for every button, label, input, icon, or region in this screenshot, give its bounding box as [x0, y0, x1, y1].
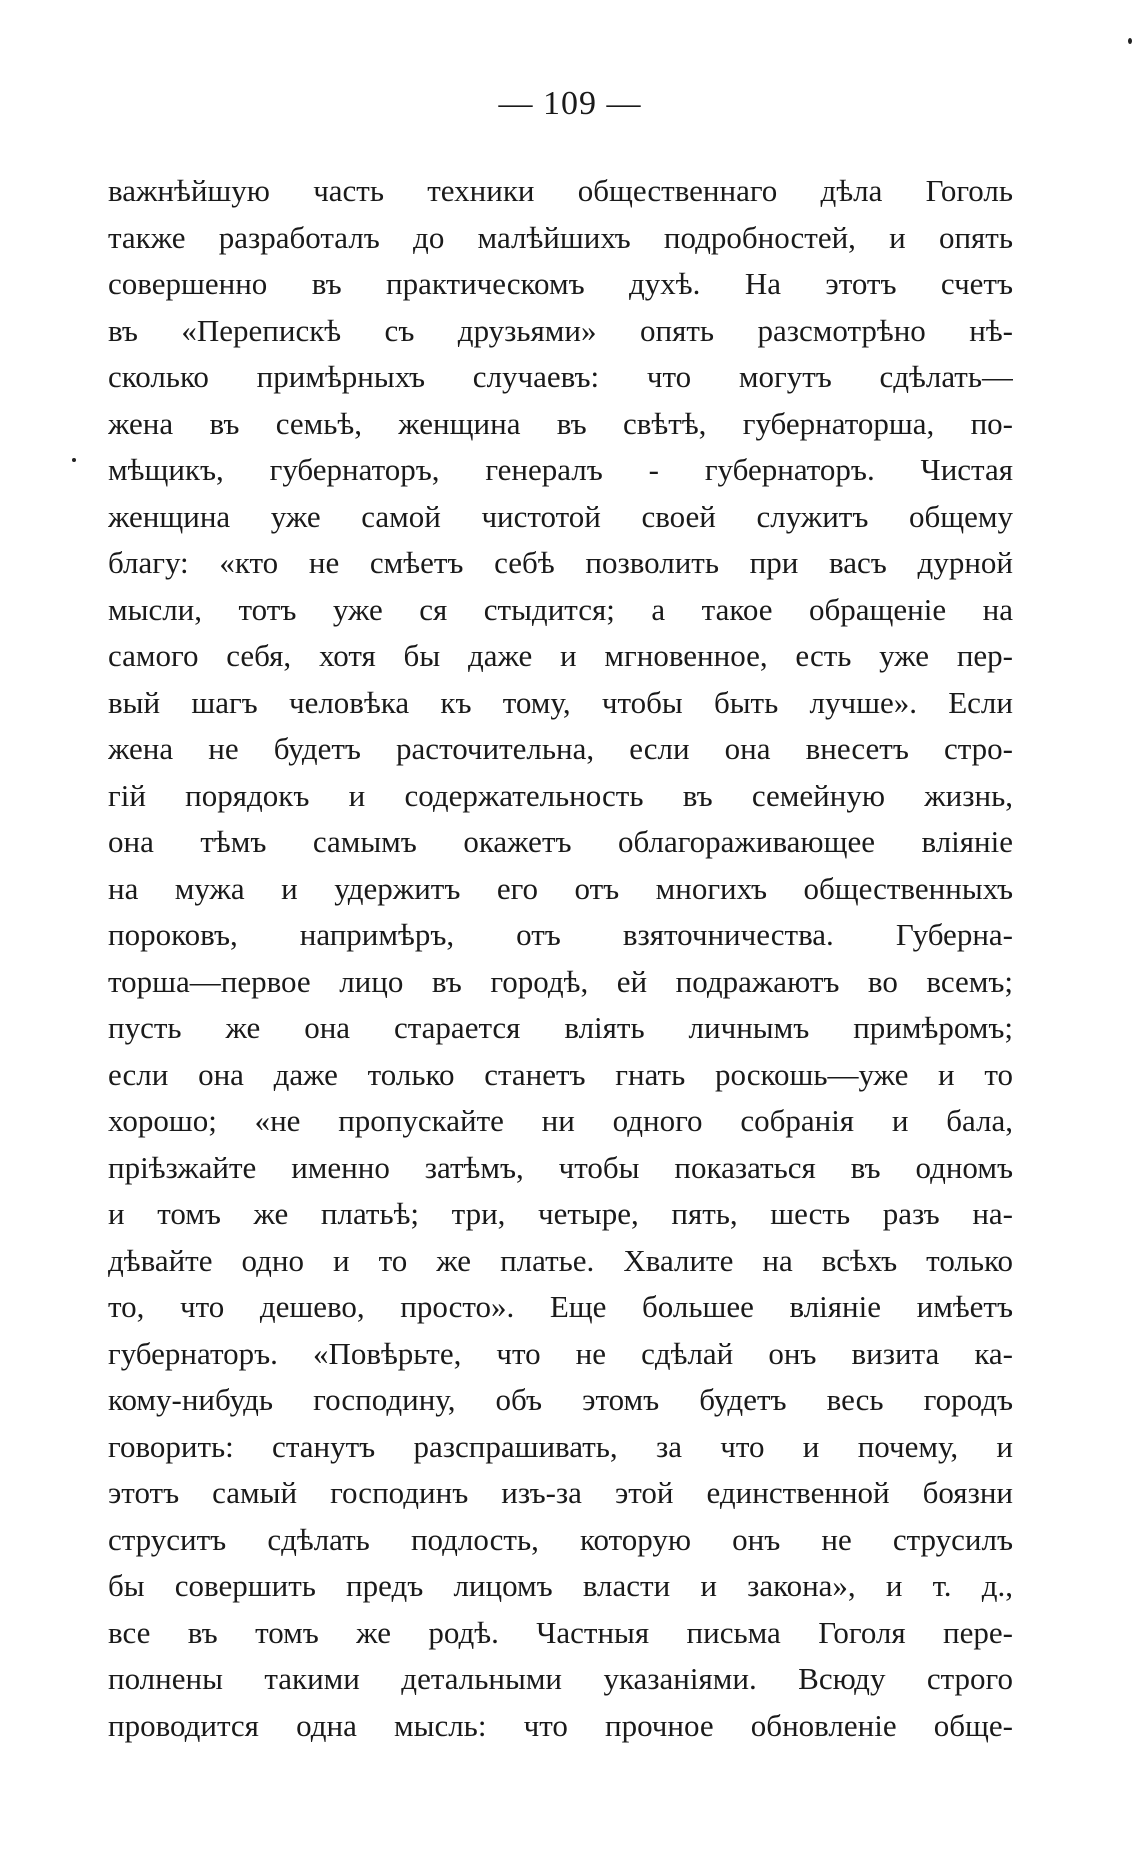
text-line: жена въ семьѣ, женщина въ свѣтѣ, губернаторша, по- [108, 405, 1013, 441]
text-line: бы совершить предъ лицомъ власти и закона», и т. д., [108, 1568, 1013, 1603]
text-line: кому-нибудь господину, объ этомъ будетъ весь городъ [108, 1382, 1013, 1417]
text-line: этотъ самый господинъ изъ-за этой единственной боязни [108, 1475, 1013, 1510]
text-line: на мужа и удержитъ его отъ многихъ общественныхъ [108, 870, 1013, 906]
text-line: хорошо; «не пропускайте ни одного собранія и бала, [108, 1103, 1013, 1138]
text-line: дѣвайте одно и то же платье. Хвалите на всѣхъ только [108, 1242, 1013, 1278]
body-text [108, 168, 1013, 1749]
text-line: гій порядокъ и содержательность въ семейную жизнь, [108, 777, 1013, 813]
text-line: мѣщикъ, губернаторъ, генералъ - губернаторъ. Чистая [108, 452, 1013, 487]
text-line: пріѣзжайте именно затѣмъ, чтобы показаться въ одномъ [108, 1149, 1013, 1185]
text-line: въ «Перепискѣ съ друзьями» опять разсмотрѣно нѣ- [108, 312, 1013, 348]
text-line: торша—первое лицо въ городѣ, ей подражаютъ во всемъ; [108, 963, 1013, 999]
text-line: совершенно въ практическомъ духѣ. На этотъ счетъ [108, 266, 1013, 301]
text-line: она тѣмъ самымъ окажетъ облагораживающее вліяніе [108, 824, 1013, 859]
text-line: пусть же она старается вліять личнымъ примѣромъ; [108, 1010, 1013, 1045]
text-line: жена не будетъ расточительна, если она внесетъ стро- [108, 731, 1013, 766]
text-line: вый шагъ человѣка къ тому, чтобы быть лучше». Если [108, 684, 1013, 720]
ink-speck [1128, 38, 1132, 44]
text-line: все въ томъ же родѣ. Частныя письма Гоголя пере- [108, 1614, 1013, 1650]
text-line: также разработалъ до малѣйшихъ подробностей, и опять [108, 219, 1013, 255]
text-line: важнѣйшую часть техники общественнаго дѣла Гоголь [108, 173, 1013, 208]
text-line: и томъ же платьѣ; три, четыре, пять, шесть разъ на- [108, 1196, 1013, 1231]
text-line: полнены такими детальными указаніями. Всюду строго [108, 1661, 1013, 1696]
text-line: если она даже только станетъ гнать роскошь—уже и то [108, 1056, 1013, 1092]
page-number: — 109 — [498, 85, 642, 122]
text-line: благу: «кто не смѣетъ себѣ позволить при васъ дурной [108, 545, 1013, 580]
text-line: сколько примѣрныхъ случаевъ: что могутъ сдѣлать— [108, 359, 1013, 394]
ink-speck [72, 458, 76, 462]
text-line: то, что дешево, просто». Еще большее вліяніе имѣетъ [108, 1289, 1013, 1324]
text-line: струситъ сдѣлать подлость, которую онъ не струсилъ [108, 1521, 1013, 1557]
text-line: губернаторъ. «Повѣрьте, что не сдѣлай онъ визита ка- [108, 1335, 1013, 1371]
text-line: мысли, тотъ уже ся стыдится; а такое обращеніе на [108, 591, 1013, 627]
text-line: самого себя, хотя бы даже и мгновенное, есть уже пер- [108, 638, 1013, 673]
text-line: проводится одна мысль: что прочное обновленіе обще- [108, 1707, 1013, 1743]
text-line: женщина уже самой чистотой своей служитъ общему [108, 498, 1013, 534]
text-line: пороковъ, напримѣръ, отъ взяточничества. Губерна- [108, 917, 1013, 952]
text-line: говорить: станутъ разспрашивать, за что и почему, и [108, 1428, 1013, 1464]
